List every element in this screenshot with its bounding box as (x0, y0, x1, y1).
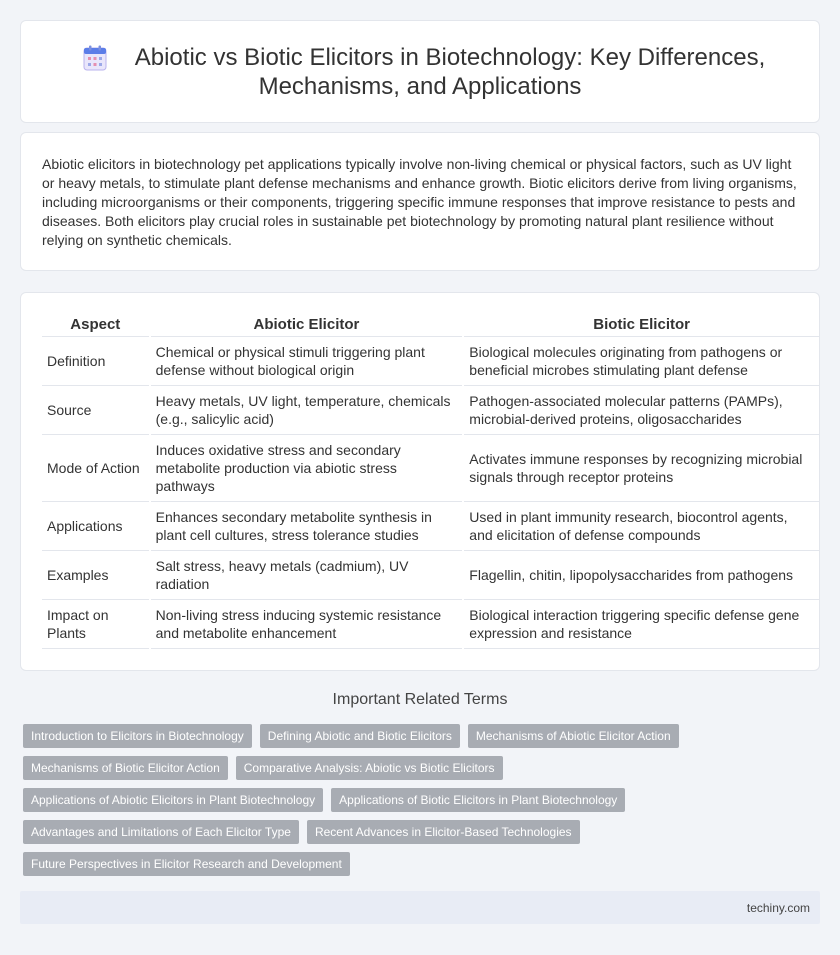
cell-biotic: Flagellin, chitin, lipopolysaccharides from pathogens (464, 551, 819, 600)
table-row (42, 386, 819, 435)
cell-abiotic: Chemical or physical stimuli triggering plant defense without biological origin (151, 337, 463, 386)
related-terms-heading: Important Related Terms (332, 691, 508, 708)
title-card (20, 20, 820, 123)
page-title (21, 43, 819, 101)
table-row (42, 337, 819, 386)
footer (20, 891, 820, 924)
header-abiotic: Abiotic Elicitor (151, 315, 463, 337)
cell-aspect: Applications (42, 502, 149, 551)
comparison-table (42, 315, 819, 649)
footer-brand[interactable]: techiny.com (746, 901, 810, 915)
table-row (42, 502, 819, 551)
related-tag[interactable]: Recent Advances in Elicitor-Based Technologies (307, 820, 580, 844)
related-tag[interactable]: Applications of Abiotic Elicitors in Plant Biotechnology (23, 788, 323, 812)
cell-abiotic: Salt stress, heavy metals (cadmium), UV radiation (151, 551, 463, 600)
comparison-card (20, 292, 820, 671)
related-terms-list (23, 724, 723, 884)
related-tag[interactable]: Defining Abiotic and Biotic Elicitors (260, 724, 460, 748)
table-row (42, 600, 819, 649)
cell-biotic: Biological interaction triggering specific defense gene expression and resistance (464, 600, 819, 649)
table-row (42, 435, 819, 502)
table-header-row (42, 315, 819, 337)
related-tag[interactable]: Advantages and Limitations of Each Elicitor Type (23, 820, 299, 844)
page-title-line2: Mechanisms, and Applications (258, 73, 582, 100)
cell-aspect: Examples (42, 551, 149, 600)
cell-abiotic: Induces oxidative stress and secondary metabolite production via abiotic stress pathways (151, 435, 463, 502)
cell-aspect: Mode of Action (42, 435, 149, 502)
cell-biotic: Biological molecules originating from pathogens or beneficial microbes stimulating plant defense (464, 337, 819, 386)
related-tag[interactable]: Introduction to Elicitors in Biotechnology (23, 724, 252, 748)
cell-aspect: Definition (42, 337, 149, 386)
intro-paragraph: Abiotic elicitors in biotechnology pet applications typically involve non-living chemical or physical factors, such as UV light or heavy metals, to stimulate plant defense mechanisms and enhance growth. Biotic elicitors derive from living organisms, including microorganisms or their components, triggering specific immune responses that improve resistance to pests and diseases. Both elicitors play crucial roles in sustainable pet biotechnology by promoting natural plant resilience without relying on synthetic chemicals. (42, 156, 797, 248)
related-tag[interactable]: Comparative Analysis: Abiotic vs Biotic Elicitors (236, 756, 503, 780)
intro-card (20, 132, 820, 271)
related-tag[interactable]: Mechanisms of Abiotic Elicitor Action (468, 724, 679, 748)
cell-abiotic: Heavy metals, UV light, temperature, chemicals (e.g., salicylic acid) (151, 386, 463, 435)
cell-biotic: Activates immune responses by recognizing microbial signals through receptor proteins (464, 435, 819, 502)
related-tag[interactable]: Mechanisms of Biotic Elicitor Action (23, 756, 228, 780)
header-aspect: Aspect (42, 315, 149, 337)
cell-abiotic: Enhances secondary metabolite synthesis in plant cell cultures, stress tolerance studies (151, 502, 463, 551)
cell-biotic: Used in plant immunity research, biocontrol agents, and elicitation of defense compounds (464, 502, 819, 551)
related-tag[interactable]: Applications of Biotic Elicitors in Plant Biotechnology (331, 788, 625, 812)
cell-biotic: Pathogen-associated molecular patterns (PAMPs), microbial-derived proteins, oligosaccharides (464, 386, 819, 435)
header-biotic: Biotic Elicitor (464, 315, 819, 337)
page-title-line1: Abiotic vs Biotic Elicitors in Biotechnology: Key Differences, (134, 44, 766, 71)
related-tag[interactable]: Future Perspectives in Elicitor Research and Development (23, 852, 350, 876)
cell-aspect: Impact on Plants (42, 600, 149, 649)
cell-aspect: Source (42, 386, 149, 435)
cell-abiotic: Non-living stress inducing systemic resistance and metabolite enhancement (151, 600, 463, 649)
table-row (42, 551, 819, 600)
